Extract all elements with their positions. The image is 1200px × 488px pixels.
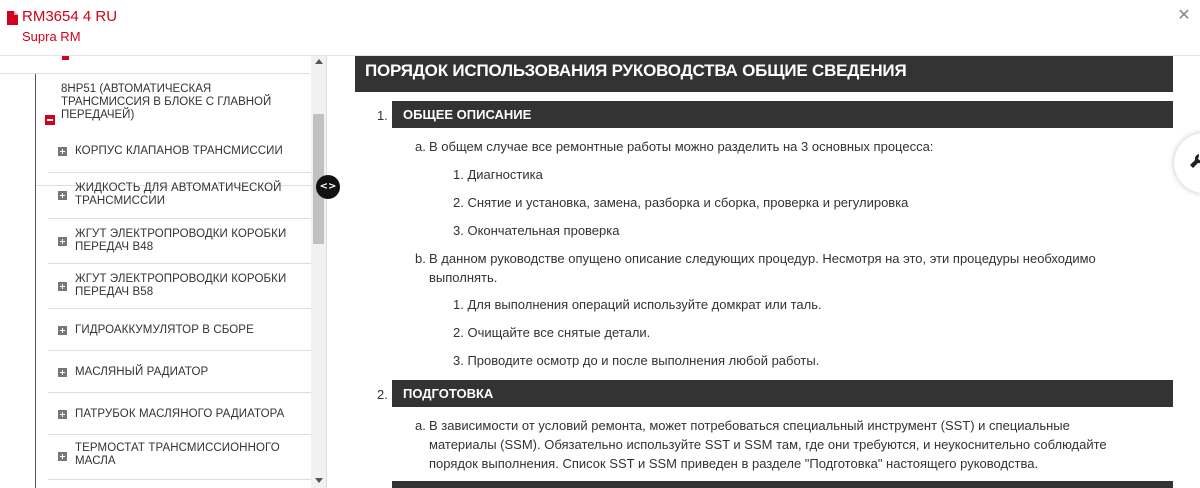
section-heading-bar [392,101,1173,128]
paragraph: В зависимости от условий ремонта, может потребоваться специальный инструмент (SST) и специальные [429,418,1070,433]
expand-icon[interactable] [58,282,67,291]
tree-item-label: ГИДРОАККУМУЛЯТОР В СБОРЕ [75,324,254,336]
panel-resize-handle[interactable]: <> [316,175,340,199]
tree-item[interactable] [48,131,311,173]
paragraph: В данном руководстве опущено описание следующих процедур. Несмотря на это, эти процедуры необходимо [429,251,1096,266]
list-item: 3. Окончательная проверка [453,223,620,238]
expand-icon[interactable] [58,191,67,200]
expand-icon[interactable] [58,326,67,335]
tree-item-clipped[interactable] [0,56,310,74]
tree-item-label: МАСЛЯНЫЙ РАДИАТОР [75,366,209,378]
tree-children [48,131,311,480]
wrench-icon [1189,153,1200,169]
expand-icon[interactable] [58,147,67,156]
tree-item[interactable] [48,173,311,219]
section-heading-bar [392,380,1173,407]
document-subtitle: Supra RM [22,29,81,44]
sidebar-scrollbar[interactable] [311,56,326,488]
next-section-bar [392,481,1173,488]
list-item: 1. Для выполнения операций используйте домкрат или таль. [453,297,822,312]
list-item: 3. Проводите осмотр до и после выполнения любой работы. [453,353,820,368]
tree-item[interactable] [48,435,311,480]
tree-item-label: ЖГУТ ЭЛЕКТРОПРОВОДКИ КОРОБКИ ПЕРЕДАЧ B58 [75,273,287,298]
tree-item-label: ЖГУТ ЭЛЕКТРОПРОВОДКИ КОРОБКИ ПЕРЕДАЧ B48 [75,228,287,253]
tree-item[interactable] [48,309,311,351]
collapse-icon[interactable] [45,115,55,125]
expand-icon[interactable] [58,410,67,419]
list-item: 2. Очищайте все снятые детали. [453,325,651,340]
app-header [0,0,1200,56]
expand-icon[interactable] [58,452,67,461]
tree-item-label: КОРПУС КЛАПАНОВ ТРАНСМИССИИ [75,145,283,157]
section-number: 2. [377,387,388,402]
list-item: 1. Диагностика [453,167,543,182]
paragraph: В общем случае все ремонтные работы можно разделить на 3 основных процесса: [429,139,934,154]
tree-item-label: ЖИДКОСТЬ ДЛЯ АВТОМАТИЧЕСКОЙ ТРАНСМИССИИ [75,182,282,207]
list-marker: a. [415,139,426,154]
document-title: RM3654 4 RU [22,8,118,25]
document-icon [7,11,18,25]
section-heading: ОБЩЕЕ ОПИСАНИЕ [403,107,532,122]
close-icon[interactable]: ✕ [1177,7,1191,24]
paragraph: материалы (SSM). Обязательно используйте SST и SSM там, где они требуются, и неукоснительно соблюдайте [429,437,1107,452]
main-content [328,56,1200,488]
tree-item[interactable] [48,393,311,435]
list-item: 2. Снятие и установка, замена, разборка и сборка, проверка и регулировка [453,195,909,210]
scroll-up-arrow-icon[interactable] [315,59,323,64]
scroll-down-arrow-icon[interactable] [315,478,323,483]
paragraph: порядок выполнения. Список SST и SSM приведен в разделе "Подготовка" настоящего руководства. [429,456,1039,471]
tree-item[interactable] [48,351,311,393]
section-heading: ПОДГОТОВКА [403,386,494,401]
list-marker: a. [415,418,426,433]
section-number: 1. [377,108,388,123]
paragraph: выполнять. [429,270,498,285]
tree-item-label: 8HP51 (АВТОМАТИЧЕСКАЯ ТРАНСМИССИЯ В БЛОКЕ С ГЛАВНОЙ ПЕРЕДАЧЕЙ) [61,83,272,121]
sidebar-tree [0,56,327,488]
tree-item-label: ПАТРУБОК МАСЛЯНОГО РАДИАТОРА [75,408,285,420]
tree-item[interactable] [48,219,311,264]
tree-item[interactable] [48,264,311,309]
page-title-bar [355,56,1173,92]
tree-item-label: ТЕРМОСТАТ ТРАНСМИССИОННОГО МАСЛА [75,442,280,467]
page-title: ПОРЯДОК ИСПОЛЬЗОВАНИЯ РУКОВОДСТВА ОБЩИЕ СВЕДЕНИЯ [365,61,907,80]
expand-icon[interactable] [58,237,67,246]
list-marker: b. [415,251,426,266]
expand-icon[interactable] [58,368,67,377]
